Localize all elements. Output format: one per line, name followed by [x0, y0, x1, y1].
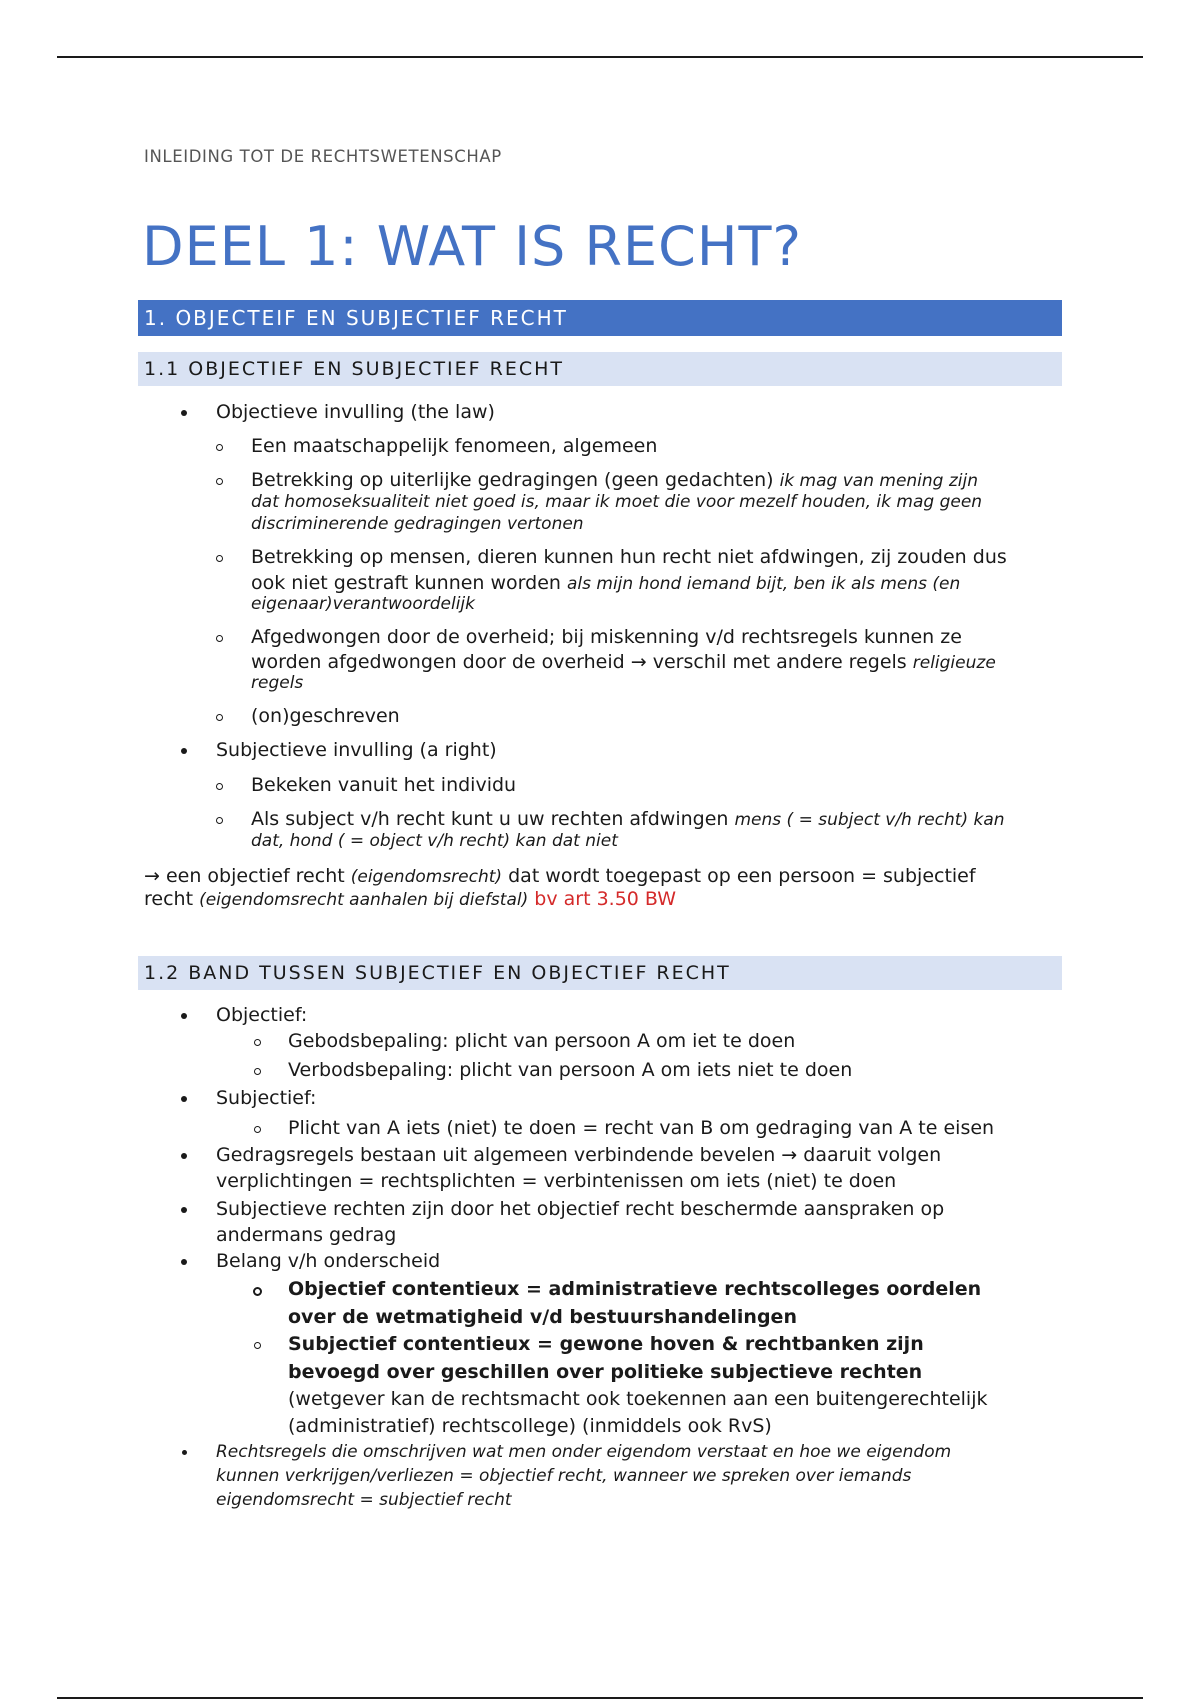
conclusion-note: (eigendomsrecht aanhalen bij diefstal) [199, 890, 529, 910]
objectieve-item-3: Betrekking op mensen, dieren kunnen hun recht niet afdwingen, zij zouden dus [251, 546, 1007, 568]
item-main-text: Als subject v/h recht kunt u uw rechten afdwingen [251, 808, 729, 830]
item-example-note: ik mag van mening zijn [779, 471, 979, 491]
item-example-note: mens ( = subject v/h recht) kan [734, 810, 1005, 830]
subjectieve-item-2 [251, 808, 1005, 831]
bullet-marker [181, 1153, 187, 1159]
running-head: INLEIDING TOT DE RECHTSWETENSCHAP [144, 147, 502, 166]
belang-item-1-line-1: Objectief contentieux = administratieve rechtscolleges oordelen [288, 1278, 982, 1300]
subjectieve-label: Subjectieve invulling (a right) [216, 739, 497, 761]
item-main-text: Betrekking op uiterlijke gedragingen (geen gedachten) [251, 469, 774, 491]
bottom-rule [57, 1697, 1143, 1699]
sub-bullet-marker [216, 478, 223, 485]
chapter-heading: 1. OBJECTEIF EN SUBJECTIEF RECHT [138, 300, 1062, 336]
conclusion-line-2 [144, 888, 676, 911]
bullet-marker [181, 1259, 187, 1265]
subjectief-label: Subjectief: [216, 1087, 317, 1109]
part-title: DEEL 1: WAT IS RECHT? [142, 215, 803, 278]
belang-item-2-line-4: (administratief) rechtscollege) (inmiddels ook RvS) [288, 1415, 772, 1437]
bullet-marker [181, 1013, 187, 1019]
section-1-1-heading: 1.1 OBJECTIEF EN SUBJECTIEF RECHT [138, 352, 1062, 386]
sub-bullet-marker [216, 635, 223, 642]
objectieve-item-2-note: dat homoseksualiteit niet goed is, maar ik moet die voor mezelf houden, ik mag geen [251, 492, 983, 512]
subjectieve-item-1: Bekeken vanuit het individu [251, 774, 517, 796]
objectieve-item-3-note: eigenaar)verantwoordelijk [251, 594, 475, 614]
item-main-text: ook niet gestraft kunnen worden [251, 572, 561, 594]
item-main-text: worden afgedwongen door de overheid → verschil met andere regels [251, 651, 907, 673]
objectieve-item-1: Een maatschappelijk fenomeen, algemeen [251, 435, 658, 457]
sub-bullet-marker [254, 1126, 261, 1133]
objectieve-item-2 [251, 469, 978, 492]
conclusion-text: dat wordt toegepast op een persoon = subjectief [508, 865, 976, 887]
sub-bullet-marker [216, 783, 223, 790]
belang-item-2-line-1: Subjectief contentieux = gewone hoven & rechtbanken zijn [288, 1333, 924, 1355]
objectieve-label: Objectieve invulling (the law) [216, 401, 495, 423]
gedragsregels-line-2: verplichtingen = rechtsplichten = verbintenissen om iets (niet) te doen [216, 1170, 897, 1192]
item-example-note: als mijn hond iemand bijt, ben ik als mens (en [566, 574, 961, 594]
legal-reference: bv art 3.50 BW [534, 888, 677, 910]
objectieve-item-3-line [251, 572, 960, 595]
eigendom-line-2: kunnen verkrijgen/verliezen = objectief recht, wanneer we spreken over iemands [216, 1466, 912, 1486]
conclusion-text: → een objectief recht [144, 865, 345, 887]
objectieve-item-4: Afgedwongen door de overheid; bij miskenning v/d rechtsregels kunnen ze [251, 626, 962, 648]
subjectieve-rechten-line-2: andermans gedrag [216, 1224, 397, 1246]
conclusion-line-1 [144, 865, 976, 888]
belang-item-2-line-2: bevoegd over geschillen over politieke subjectieve rechten [288, 1361, 923, 1383]
subjectieve-item-2-note: dat, hond ( = object v/h recht) kan dat niet [251, 831, 618, 851]
sub-bullet-marker [254, 1068, 261, 1075]
subjectieve-rechten-line-1: Subjectieve rechten zijn door het objectief recht beschermde aanspraken op [216, 1198, 945, 1220]
bullet-marker [181, 410, 187, 416]
conclusion-text: recht [144, 888, 194, 910]
item-example-note: religieuze [912, 653, 996, 673]
conclusion-note: (eigendomsrecht) [350, 867, 503, 887]
eigendom-line-1: Rechtsregels die omschrijven wat men onder eigendom verstaat en hoe we eigendom [216, 1442, 952, 1462]
belang-label: Belang v/h onderscheid [216, 1250, 441, 1272]
sub-bullet-marker [216, 714, 223, 721]
sub-bullet-marker [216, 817, 223, 824]
belang-item-1-line-2: over de wetmatigheid v/d bestuurshandelingen [288, 1306, 797, 1328]
section-1-2-heading: 1.2 BAND TUSSEN SUBJECTIEF EN OBJECTIEF RECHT [138, 956, 1062, 990]
bullet-marker [182, 1450, 187, 1455]
sub-bullet-marker [254, 1342, 261, 1349]
objectief-label: Objectief: [216, 1004, 308, 1026]
objectieve-item-4-line [251, 651, 996, 674]
belang-item-2-line-3: (wetgever kan de rechtsmacht ook toekennen aan een buitengerechtelijk [288, 1388, 988, 1410]
sub-bullet-marker [254, 1039, 261, 1046]
objectieve-item-4-note: regels [251, 673, 304, 693]
bullet-marker [181, 748, 187, 754]
sub-bullet-marker [216, 555, 223, 562]
bullet-marker [181, 1096, 187, 1102]
objectief-item-1: Gebodsbepaling: plicht van persoon A om iet te doen [288, 1030, 796, 1052]
objectieve-item-2-note: discriminerende gedragingen vertonen [251, 514, 584, 534]
objectief-item-2: Verbodsbepaling: plicht van persoon A om iets niet te doen [288, 1059, 853, 1081]
top-rule [57, 56, 1143, 58]
sub-bullet-marker [253, 1287, 262, 1296]
bullet-marker [181, 1207, 187, 1213]
eigendom-line-3: eigendomsrecht = subjectief recht [216, 1490, 512, 1510]
objectieve-item-5: (on)geschreven [251, 705, 400, 727]
gedragsregels-line-1: Gedragsregels bestaan uit algemeen verbindende bevelen → daaruit volgen [216, 1144, 942, 1166]
sub-bullet-marker [216, 444, 223, 451]
subjectief-item-1: Plicht van A iets (niet) te doen = recht van B om gedraging van A te eisen [288, 1117, 995, 1139]
